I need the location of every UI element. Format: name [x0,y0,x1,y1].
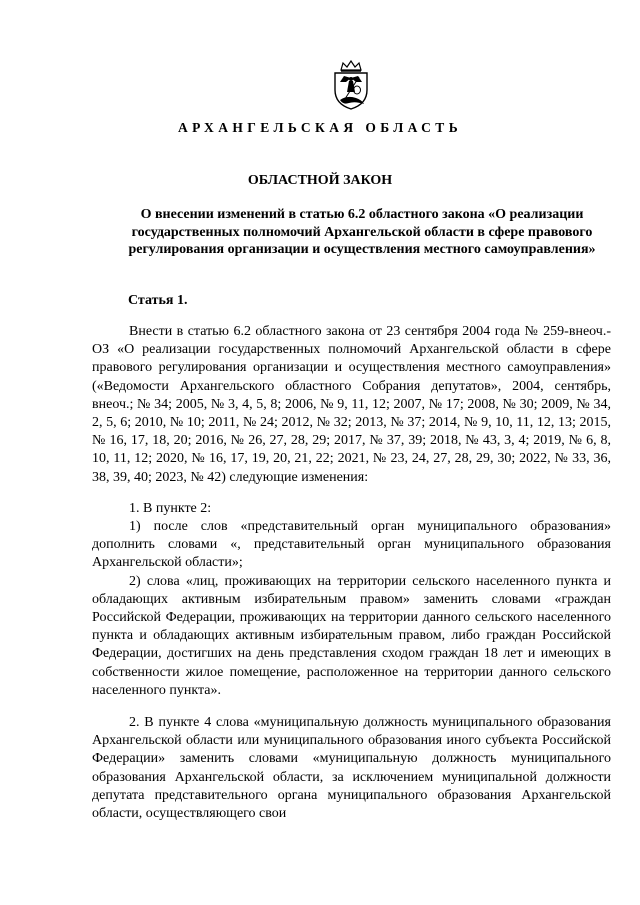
article-heading: Статья 1. [128,293,188,308]
article-body [92,323,611,823]
paragraph-item-1: 1. В пункте 2: [129,500,212,516]
paragraph-subitem-2: 2) слова «лиц, проживающих на территории сельского населенного пункта и обладающих активным избирательным правом» заменить словами «граждан Российской Федерации, проживающих на территории данного сельского населенного пункта и обладающих активным избирательным правом, либо граждан Российской Федерации, достигших на день представления сходом граждан 18 лет и имеющих в собственности жилое помещение, расположенное на территории данного сельского населенного пункта». [92,573,611,698]
paragraph-item-2: 2. В пункте 4 слова «муниципальную должность муниципального образования Архангельской области или муниципального образования иного субъекта Российской Федерации» заменить словами «муниципальную должность муниципального образования Архангельской области, за исключением муниципальной должности депутата представительного органа муниципального образования Архангельской области, осуществляющего свои [92,715,611,822]
region-name: АРХАНГЕЛЬСКАЯ ОБЛАСТЬ [177,120,463,135]
law-type-heading: ОБЛАСТНОЙ ЗАКОН [247,173,393,188]
paragraph-intro: Внести в статью 6.2 областного закона от 23 сентября 2004 года № 259-внеоч.-ОЗ «О реализации государственных полномочий Архангельской области в сфере правового регулирования организации и осуществления местного самоуправления» («Ведомости Архангельского областного Собрания депутатов», 2004, сентябрь, внеоч.; № 34; 2005, № 3, 4, 5, 8; 2006, № 9, 11, 12; 2007, № 17; 2008, № 30; 2009, № 34, 2, 5, 6; 2010, № 10; 2011, № 24; 2012, № 32; 2013, № 37; 2014, № 9, 10, 11, 12, 13; 2015, № 16, 17, 18, 20; 2016, № 26, 27, 28, 29; 2017, № 37, 39; 2018, № 43, 3, 4; 2019, № 6, 8, 10, 11, 12; 2020, № 16, 17, 19, 20, 21, 22; 2021, № 23, 24, 27, 28, 29, 30; 2022, № 33, 36, 38, 39, 40; 2023, № 42) следующие изменения: [92,324,611,485]
arkhangelsk-coat-of-arms-icon [329,60,373,110]
paragraph-subitem-1: 1) после слов «представительный орган муниципального образования» дополнить словами «, представительный орган муниципального образования Архангельской области»; [92,519,611,571]
law-title: О внесении изменений в статью 6.2 областного закона «О реализации государственных полномочий Архангельской области в сфере правового регулирования организации и осуществления местного самоуправления» [128,207,596,257]
